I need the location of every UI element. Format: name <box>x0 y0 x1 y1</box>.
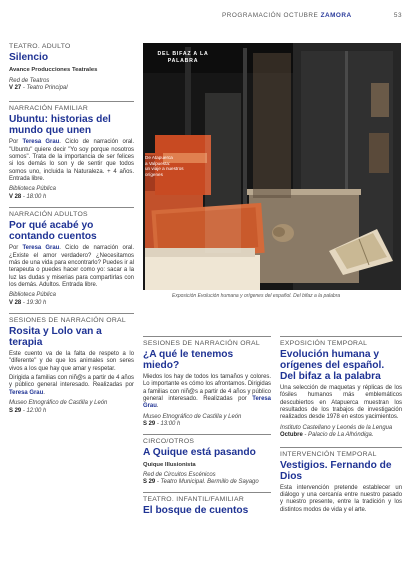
event-when <box>9 85 134 92</box>
event-title: ¿A qué le tenemos miedo? <box>143 349 234 371</box>
event-evolucion <box>280 336 402 440</box>
panel-line: a Valpuesta: <box>145 160 171 166</box>
period: . <box>156 403 159 410</box>
event-venue: Red de Teatros <box>9 77 50 84</box>
author-name: Teresa Grau <box>22 139 60 146</box>
event-rosita <box>9 313 134 415</box>
event-category: TEATRO. INFANTIL/FAMILIAR <box>143 495 245 503</box>
event-audience <box>9 375 134 397</box>
author-name: Teresa Grau <box>22 245 60 252</box>
event-when <box>143 421 271 428</box>
author-name: Teresa Grau <box>9 389 44 396</box>
event-title: Rosita y Lolo van a terapia <box>9 326 102 349</box>
event-silencio <box>9 43 134 92</box>
period: . <box>43 389 45 396</box>
event-date: S 29 <box>143 421 156 428</box>
event-title: A Quique está pasando <box>143 446 256 458</box>
event-date: V 27 <box>9 84 22 91</box>
poster-title: DEL BIFAZ A LA PALABRA <box>157 51 209 64</box>
panel-line: orígenes <box>145 171 163 177</box>
event-bosque <box>143 492 271 516</box>
event-description: Esta intervención pretende establecer un diálogo y una cercanía entre nuestro pasado y nuestro presente, entre la tradición y los distintos modos de vida y el arte. <box>280 484 402 513</box>
event-when <box>143 479 271 486</box>
event-ubuntu <box>9 101 134 201</box>
event-time: - 19:30 h <box>21 299 47 306</box>
event-venue: Red de Circuitos Escénicos <box>143 472 216 479</box>
event-title: Ubuntu: historias del mundo que unen <box>9 114 111 137</box>
event-category: SESIONES DE NARRACIÓN ORAL <box>143 340 260 347</box>
event-venue: Museo Etnográfico de Castilla y León <box>9 400 108 407</box>
event-when <box>9 300 134 307</box>
event-company: Avance Producciones Teatrales <box>9 67 98 73</box>
event-category: INTERVENCIÓN TEMPORAL <box>280 450 377 458</box>
event-title: Silencio <box>9 52 49 63</box>
event-time: - 18:00 h <box>21 193 47 200</box>
by-text: Por <box>9 139 23 146</box>
event-category: TEATRO. ADULTO <box>9 43 71 50</box>
panel-line: un viaje a nuestros <box>145 166 184 172</box>
event-title: Vestigios. Fernando de Dios <box>280 459 392 482</box>
event-date: Octubre <box>280 432 303 439</box>
event-venue: Biblioteca Pública <box>9 292 56 299</box>
event-place: - Palacio de La Alhóndiga. <box>302 432 374 439</box>
event-when <box>9 194 134 201</box>
event-que-tenemos <box>143 336 271 429</box>
event-category: SESIONES DE NARRACIÓN ORAL <box>9 317 126 325</box>
event-description <box>9 245 134 289</box>
event-venue: Biblioteca Pública <box>9 186 56 193</box>
middle-column <box>143 336 271 516</box>
author-name: Teresa Grau <box>143 396 271 410</box>
event-category: EXPOSICIÓN TEMPORAL <box>280 340 368 347</box>
description-text: . Ciclo de narración oral. ¿Existe el amor verdadero? ¿Necesitamos más de una vida para encontrarlo? Puedes ir al terapeuta o puedes hacer como yo: sacar a la luz las dudas y miserias para compartirlas con los demás. Adultos. Entrada libre. <box>9 245 135 288</box>
event-title: Por qué acabé yo contando cuentos <box>9 220 97 243</box>
page-header <box>222 12 402 19</box>
event-company: Quique Illusionista <box>143 461 196 468</box>
event-vestigios <box>280 447 402 514</box>
event-time: - 13:00 h <box>155 421 181 428</box>
left-column <box>9 43 134 415</box>
by-text: Por <box>9 245 23 252</box>
photo-caption: Exposición Evolución humana y orígenes del español. Del bifaz a la palabra <box>172 293 341 299</box>
right-column <box>280 336 402 514</box>
event-venue: Museo Etnográfico de Castilla y León <box>143 413 242 420</box>
event-when <box>9 408 134 415</box>
header-prefix: PROGRAMACIÓN OCTUBRE <box>222 12 319 19</box>
description-text: . Ciclo de narración oral. "Ubuntu" quiere decir "Yo soy porque nosotros somos". Trata de la importancia de ser felices si los demás lo son y de sentir que todos somos uno, incluida la Naturaleza. + 4 años. Entrada libre. <box>9 139 135 183</box>
event-title: Evolución humana y orígenes del español. Del bifaz a la palabra <box>280 349 385 382</box>
description-text: Miedos los hay de todos los tamaños y colores. Lo importante es cómo los afrontamos. Dirigidas a familias con niñ@s a partir de 4 años y público general interesado. Realizadas por <box>143 374 271 403</box>
header-city: ZAMORA <box>320 12 352 19</box>
event-date: V 28 <box>9 193 22 200</box>
panel-text <box>145 155 209 177</box>
event-category: NARRACIÓN FAMILIAR <box>9 105 89 113</box>
event-time: - 12:00 h <box>21 407 47 414</box>
audience-text: Dirigida a familias con niñ@s a partir de 4 años y público general interesado. Realizadas por <box>9 375 134 389</box>
exhibition-photo <box>143 43 401 290</box>
event-description <box>9 139 134 183</box>
event-when <box>280 432 402 439</box>
event-date: S 29 <box>9 407 22 414</box>
event-category: NARRACIÓN ADULTOS <box>9 211 88 219</box>
panel-line: De Atapuerca <box>145 155 173 160</box>
event-place: - Teatro Principal <box>21 84 68 91</box>
event-quique <box>143 434 271 487</box>
event-description <box>143 374 271 411</box>
event-date: S 29 <box>143 479 156 486</box>
event-category: CIRCO/OTROS <box>143 437 195 445</box>
event-porque <box>9 207 134 307</box>
event-place: - Teatro Municipal. Bermillo de Sayago <box>155 479 259 486</box>
event-date: V 28 <box>9 299 22 306</box>
event-description: Este cuento va de la falta de respeto a lo "diferente" y de que los animales son seres vivos a los que hay que amar y respetar. <box>9 351 134 372</box>
event-venue: Instituto Castellano y Leonés de la Lengua <box>280 424 393 431</box>
event-title: El bosque de cuentos <box>143 504 249 516</box>
event-description: Una selección de maquetas y réplicas de los fósiles humanos más emblemáticos descubiertos en Atapuerca muestran los resultados de los trabajos de investigación realizados desde 1978 en estos yacimientos. <box>280 385 402 421</box>
page-number: 53 <box>393 12 402 19</box>
